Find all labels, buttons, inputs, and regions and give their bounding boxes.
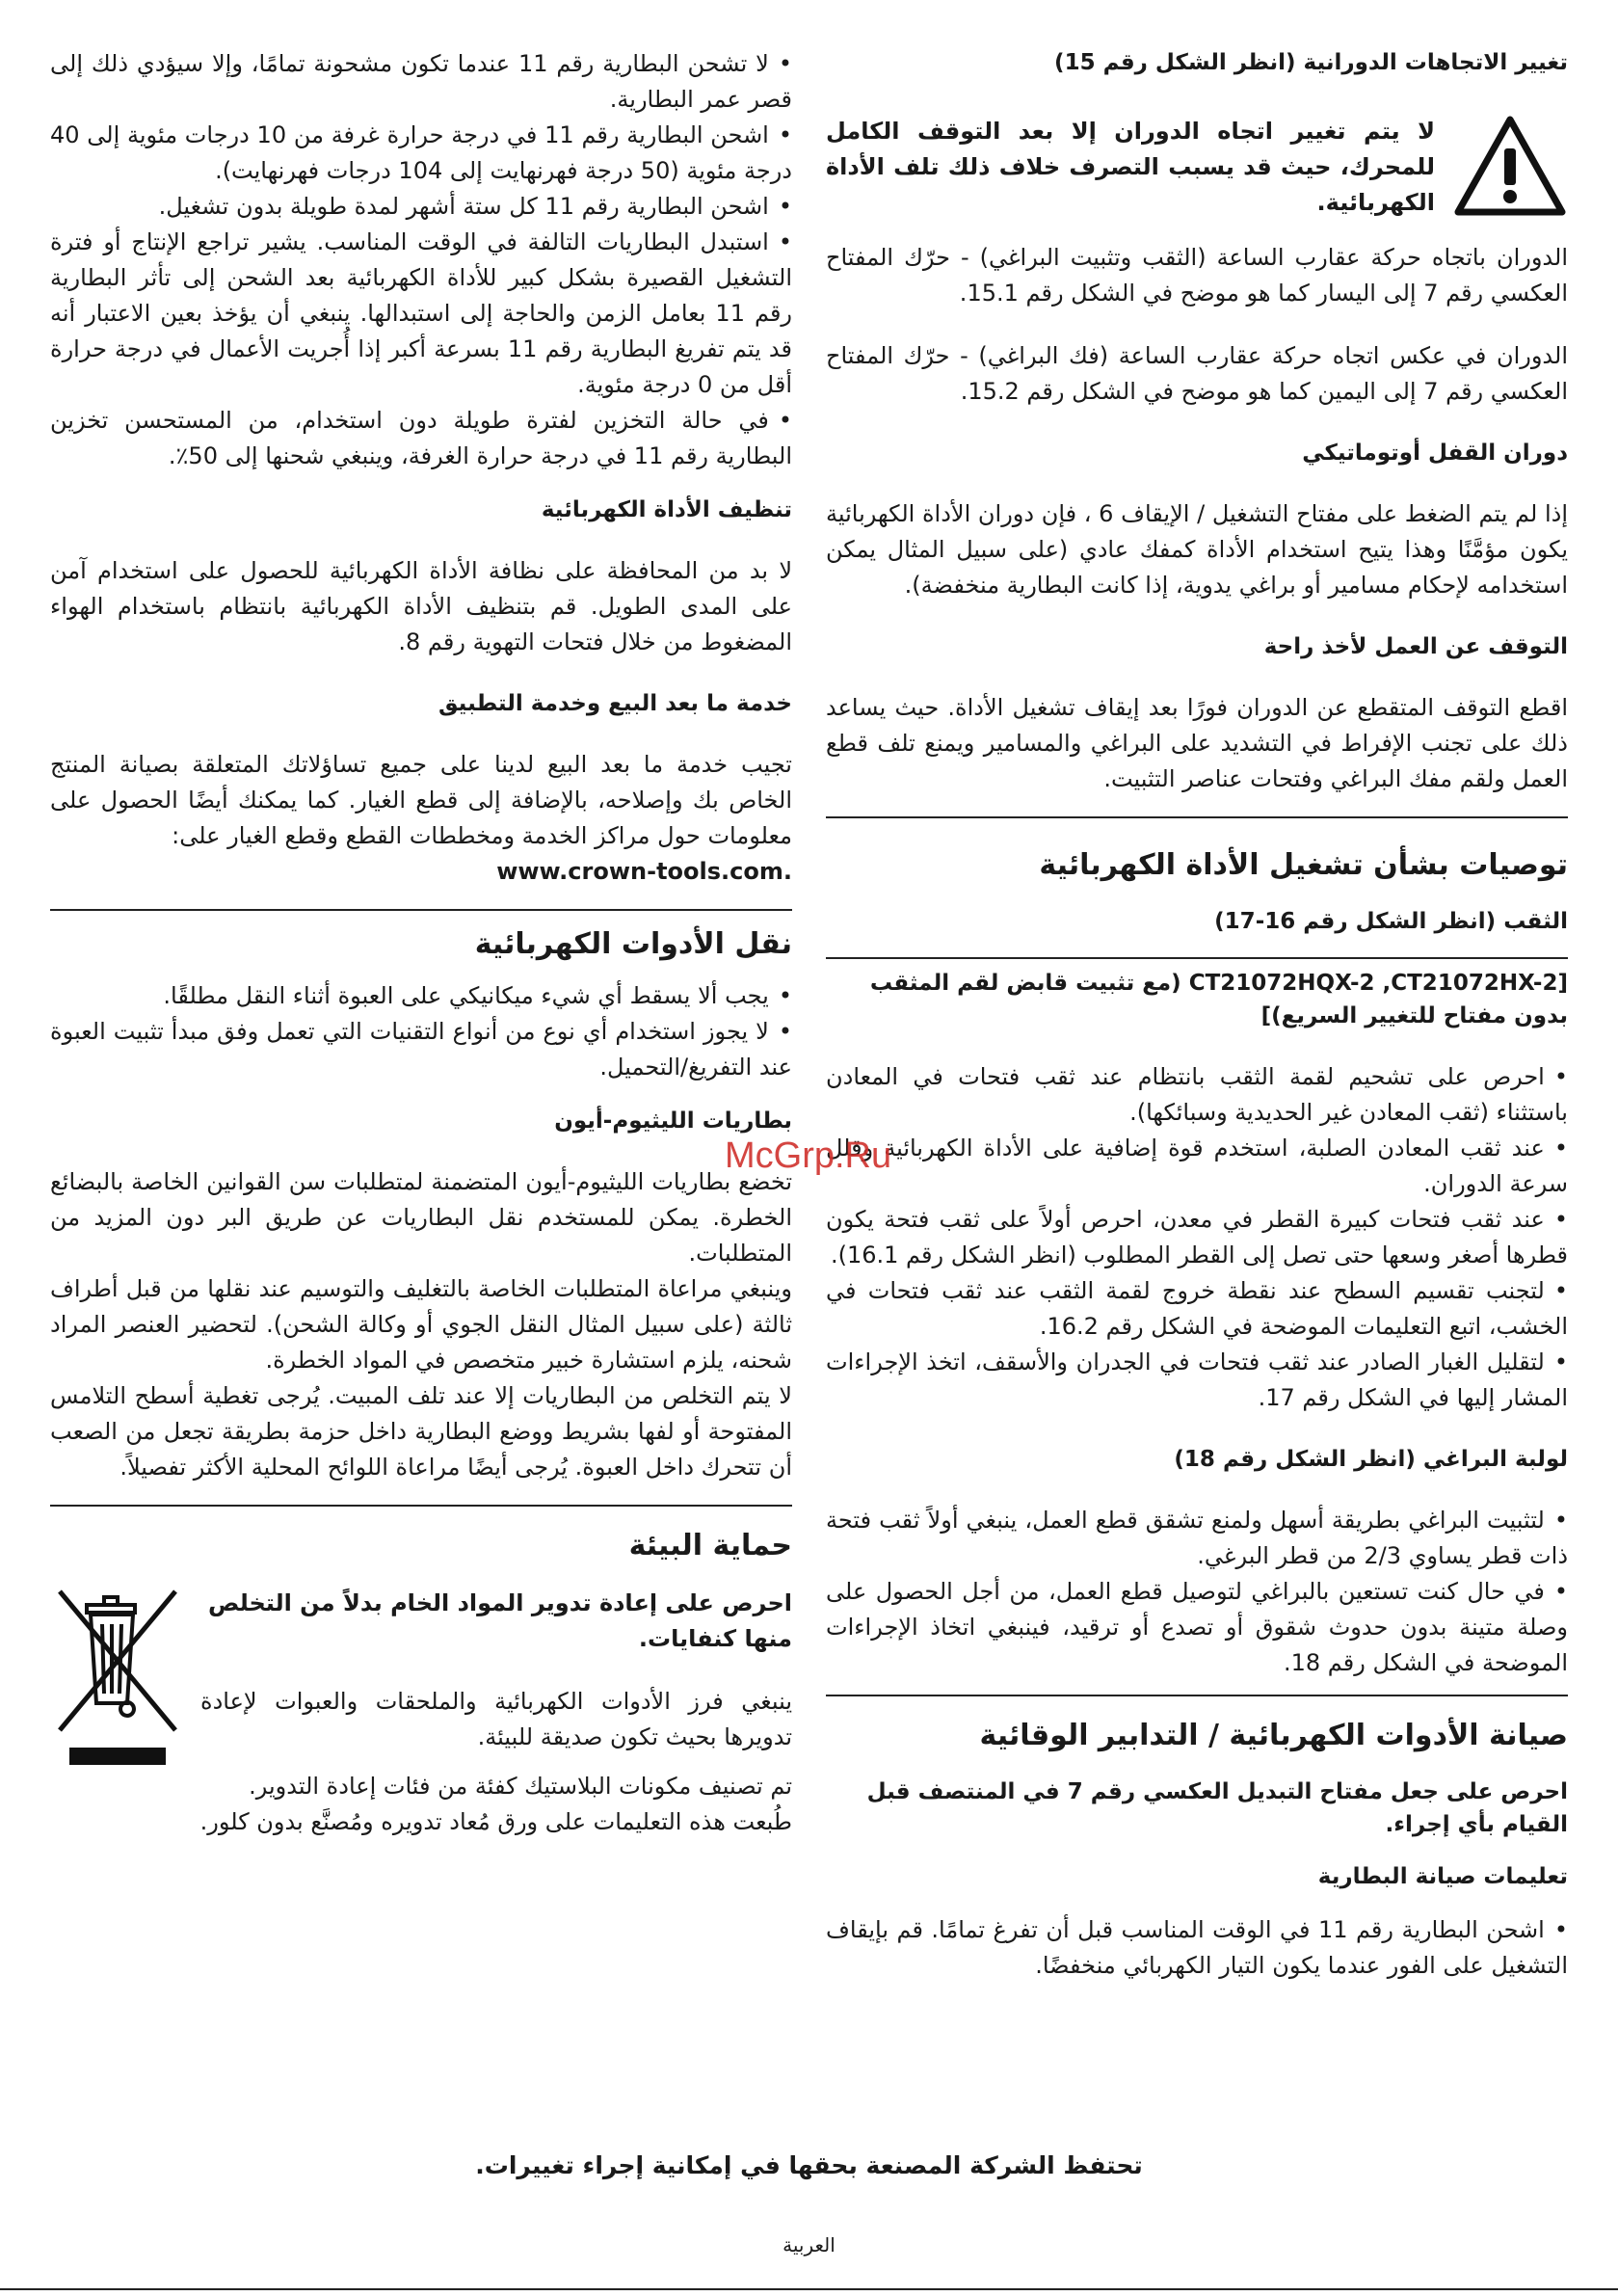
li-ion-text: تخضع بطاريات الليثيوم-أيون المتضمنة لمتطلبات سن القوانين الخاصة بالبضائع الخطرة. يمكن للمستخدم نقل البطاريات عن طريق البر دون المزيد من المتطلبات.: [50, 1168, 792, 1267]
recycle-body: [200, 1586, 792, 1755]
service-heading: خدمة ما بعد البيع وخدمة التطبيق: [438, 691, 792, 716]
environment-heading: حماية البيئة: [628, 1529, 792, 1562]
recycle-text: طُبعت هذه التعليمات على ورق مُعاد تدويره ومُصنَّع بدون كلور.: [199, 1808, 792, 1835]
maintenance-note: احرص على جعل مفتاح التبديل العكسي رقم 7 في المنتصف قبل القيام بأي إجراء.: [866, 1779, 1568, 1837]
screw-heading: لولبة البراغي (انظر الشكل رقم 18): [1174, 1447, 1568, 1472]
service-text: تجيب خدمة ما بعد البيع لدينا على جميع تساؤلاتك المتعلقة بصيانة المنتج الخاص بك وإصلاحه، بالإضافة إلى قطع الغيار. كما يمكنك أيضًا الحصول على معلومات حول مراكز الخدمة ومخططات القطع وقطع الغيار على:: [50, 751, 792, 849]
recycle-block: [50, 1586, 792, 1769]
list-item: • في حالة التخزين لفترة طويلة دون استخدام، من المستحسن تخزين البطارية رقم 11 في درجة حرارة الغرفة، وينبغي شحنها إلى 50٪.: [50, 403, 792, 474]
list-item: • لتقليل الغبار الصادر عند ثقب فتحات في الجدران والأسقف، اتخذ الإجراءات المشار إليها في الشكل رقم 17.: [826, 1345, 1568, 1416]
recycle-note: احرص على إعادة تدوير المواد الخام بدلاً من التخلص منها كنفايات.: [207, 1589, 792, 1652]
recommend-heading: توصيات بشأن تشغيل الأداة الكهربائية: [1039, 848, 1568, 882]
list-item: • لتجنب تقسيم السطح عند نقطة خروج لقمة الثقب عند ثقب فتحات في الخشب، اتبع التعليمات الموضحة في الشكل رقم 16.2.: [826, 1273, 1568, 1345]
list-item: • يجب ألا يسقط أي شيء ميكانيكي على العبوة أثناء النقل مطلقًا.: [50, 978, 792, 1014]
page-language: العربية: [782, 2233, 836, 2256]
li-ion-heading: بطاريات الليثيوم-أيون: [554, 1108, 792, 1134]
cleaning-heading: تنظيف الأداة الكهربائية: [541, 497, 792, 522]
drilling-heading: الثقب (انظر الشكل رقم 16-17): [1214, 909, 1568, 934]
list-item: • احرص على تشحيم لقمة الثقب بانتظام عند ثقب فتحات في المعادن باستثناء (ثقب المعادن غير الحديدية وسبائكها).: [826, 1059, 1568, 1131]
li-ion-text: وينبغي مراعاة المتطلبات الخاصة بالتغليف والتوسيم عند نقلها من قبل أطراف ثالثة (على سبيل المثال النقل الجوي أو وكالة الشحن). لتحضير العنصر المراد شحنه، يلزم استشارة خبير متخصص في المواد الخطرة.: [50, 1275, 792, 1374]
rotation-heading: تغيير الاتجاهات الدورانية (انظر الشكل رقم 15): [1054, 50, 1568, 75]
right-column: [826, 46, 1568, 1984]
autolock-text: إذا لم يتم الضغط على مفتاح التشغيل / الإيقاف 6 ، فإن دوران الأداة الكهربائية يكون مؤمَّنًا وهذا يتيح استخدام الأداة كمفك عادي (على سبيل المثال يمكن استخدامه لإحكام مسامير أو براغي يدوية، إذا كانت البطارية منخفضة).: [826, 500, 1568, 599]
stop-text: اقطع التوقف المتقطع عن الدوران فورًا بعد إيقاف تشغيل الأداة. حيث يساعد ذلك على تجنب الإفراط في التشديد على البراغي والمسامير ويمنع تلف قطع العمل ولقم مفك البراغي وفتحات عناصر التثبيت.: [826, 694, 1568, 792]
recycle-text: ينبغي فرز الأدوات الكهربائية والملحقات والعبوات لإعادة تدويرها بحيث تكون صديقة للبيئة.: [200, 1688, 792, 1750]
clockwise-text: الدوران باتجاه حركة عقارب الساعة (الثقب وتثبيت البراغي) - حرّك المفتاح العكسي رقم 7 إلى اليسار كما هو موضح في الشكل رقم 15.1.: [826, 244, 1568, 307]
battery-maintenance-heading: تعليمات صيانة البطارية: [1317, 1864, 1568, 1889]
left-column: [50, 46, 792, 1840]
list-item: • لتثبيت البراغي بطريقة أسهل ولمنع تشقق قطع العمل، ينبغي أولاً ثقب فتحة ذات قطر يساوي 2/3 من قطر البرغي.: [826, 1503, 1568, 1574]
list-item: • استبدل البطاريات التالفة في الوقت المناسب. يشير تراجع الإنتاج أو فترة التشغيل القصيرة بشكل كبير للأداة الكهربائية بعد الشحن إلى تأثر البطارية رقم 11 بعامل الزمن والحاجة إلى استبدالها. ينبغي أن يؤخذ بعين الاعتبار أنه قد يتم تفريغ البطارية رقم 11 بسرعة أكبر إذا أُجريت الأعمال في درجة حرارة أقل من 0 درجة مئوية.: [50, 225, 792, 403]
transport-heading: نقل الأدوات الكهربائية: [474, 927, 792, 961]
list-item: • في حال كنت تستعين بالبراغي لتوصيل قطع العمل، من أجل الحصول على وصلة متينة بدون حدوث شقوق أو تصدع أو ترقيد، فينبغي اتخاذ الإجراءات الموضحة في الشكل رقم 18.: [826, 1574, 1568, 1681]
counter-clockwise-text: الدوران في عكس اتجاه حركة عقارب الساعة (فك البراغي) - حرّك المفتاح العكسي رقم 7 إلى اليمين كما هو موضح في الشكل رقم 15.2.: [826, 342, 1568, 405]
models-heading: [CT21072HQX-2 ,CT21072HX-2 (مع تثبيت قابض لقم المثقب بدون مفتاح للتغيير السريع)]: [869, 971, 1568, 1028]
list-item: • لا يجوز استخدام أي نوع من أنواع التقنيات التي تعمل وفق مبدأ تثبيت العبوة عند التفريغ/التحميل.: [50, 1014, 792, 1085]
list-item: • عند ثقب فتحات كبيرة القطر في معدن، احرص أولاً على ثقب فتحة يكون قطرها أصغر وسعها حتى تصل إلى القطر المطلوب (انظر الشكل رقم 16.1).: [826, 1202, 1568, 1273]
crossed-bin-icon: [50, 1586, 185, 1769]
warning-block: [826, 114, 1568, 221]
li-ion-text: لا يتم التخلص من البطاريات إلا عند تلف المبيت. يُرجى تغطية أسطح التلامس المفتوحة أو لفها بشريط ووضع البطارية داخل حزمة بطريقة تجعل من الصعب أن تتحرك داخل العبوة. يُرجى أيضًا مراعاة اللوائح المحلية الأكثر تفصيلاً.: [50, 1382, 792, 1481]
list-item: • اشحن البطارية رقم 11 في درجة حرارة غرفة من 10 درجات مئوية إلى 40 درجة مئوية (50 درجة فهرنهايت إلى 104 درجات فهرنهايت).: [50, 118, 792, 189]
divider: [0, 2288, 1618, 2290]
cleaning-text: لا بد من المحافظة على نظافة الأداة الكهربائية للحصول على استخدام آمن على المدى الطويل. قم بتنظيف الأداة الكهربائية بانتظام باستخدام الهواء المضغوط من خلال فتحات التهوية رقم 8.: [50, 557, 792, 655]
watermark: McGrp.Ru: [725, 1135, 892, 1176]
footer-note: تحتفظ الشركة المصنعة بحقها في إمكانية إجراء تغييرات.: [475, 2151, 1143, 2179]
recycle-text: تم تصنيف مكونات البلاستيك كفئة من فئات إعادة التدوير.: [249, 1773, 792, 1800]
service-url[interactable]: www.crown-tools.com.: [496, 858, 792, 885]
list-item: • اشحن البطارية رقم 11 كل ستة أشهر لمدة طويلة بدون تشغيل.: [50, 189, 792, 225]
list-item: • عند ثقب المعادن الصلبة، استخدم قوة إضافية على الأداة الكهربائية وقلل سرعة الدوران.: [826, 1131, 1568, 1202]
list-item: • اشحن البطارية رقم 11 في الوقت المناسب قبل أن تفرغ تمامًا. قم بإيقاف التشغيل على الفور عندما يكون التيار الكهربائي منخفضًا.: [826, 1912, 1568, 1984]
warning-triangle-icon: [1452, 114, 1568, 218]
stop-heading: التوقف عن العمل لأخذ راحة: [1263, 634, 1568, 659]
list-item: • لا تشحن البطارية رقم 11 عندما تكون مشحونة تمامًا، وإلا سيؤدي ذلك إلى قصر عمر البطارية.: [50, 46, 792, 118]
maintenance-heading: صيانة الأدوات الكهربائية / التدابير الوقائية: [979, 1719, 1568, 1752]
autolock-heading: دوران القفل أوتوماتيكي: [1302, 441, 1568, 466]
warning-text: لا يتم تغيير اتجاه الدوران إلا بعد التوقف الكامل للمحرك، حيث قد يسبب التصرف خلاف ذلك تلف الأداة الكهربائية.: [826, 118, 1435, 216]
